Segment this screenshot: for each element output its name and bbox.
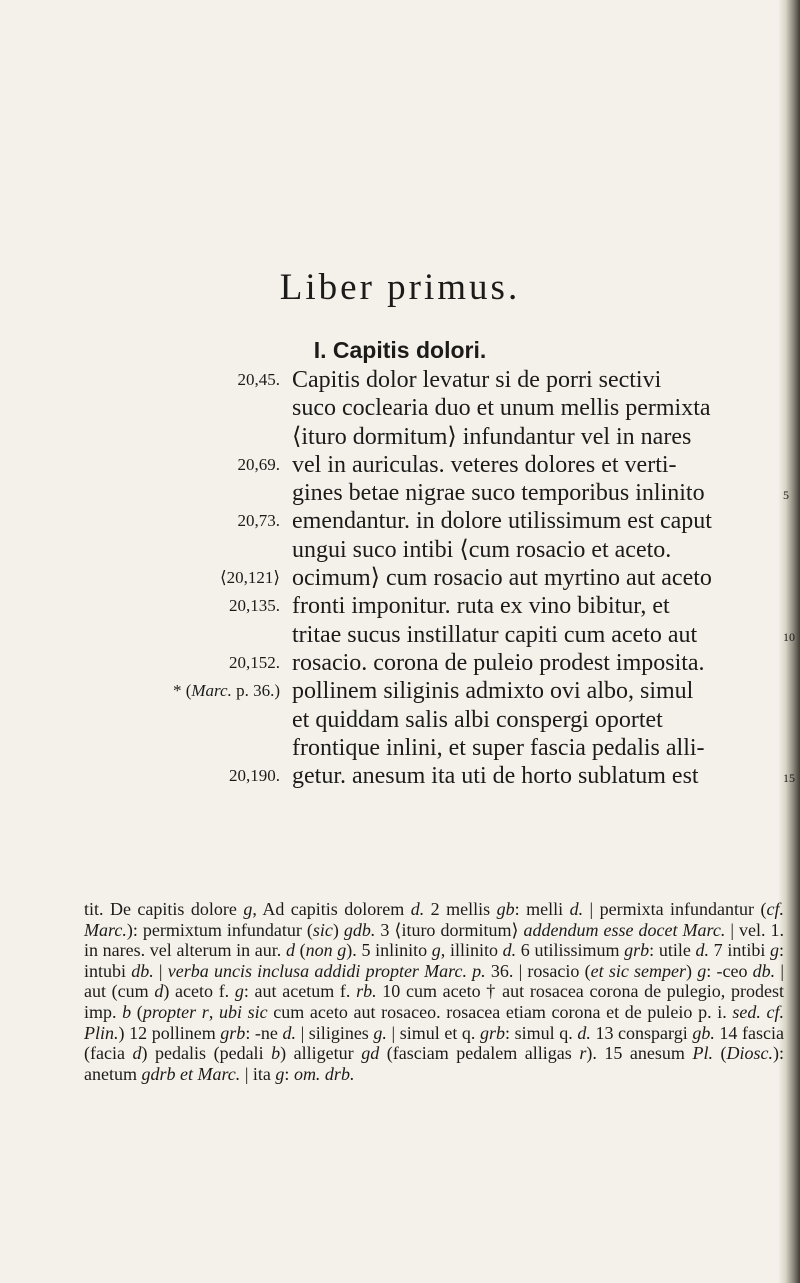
line-text: vel in auriculas. veteres dolores et verti- [292, 451, 677, 478]
apparatus-segment: ): anetum [84, 1043, 784, 1084]
apparatus-segment: grb [220, 1022, 246, 1043]
apparatus-segment: ( [294, 940, 306, 961]
apparatus-segment: gdb. [343, 919, 376, 940]
line-text: et quiddam salis albi conspergi oportet [292, 706, 663, 733]
apparatus-segment: | ita [240, 1063, 276, 1084]
apparatus-segment: grb [480, 1022, 506, 1043]
apparatus-segment: , illinito [440, 940, 503, 961]
text-line [0, 762, 800, 790]
line-text: emendantur. in dolore utilissimum est caput [292, 508, 712, 535]
apparatus-segment: d. [282, 1022, 296, 1043]
text-line [0, 649, 800, 677]
apparatus-segment: g [275, 1063, 285, 1084]
apparatus-segment: b [122, 1001, 132, 1022]
apparatus-segment: ) 12 pollinem [118, 1022, 221, 1043]
apparatus-segment: ). 5 inlinito [346, 940, 432, 961]
text-line [0, 536, 800, 564]
line-text: suco coclearia duo et unum mellis permixta [292, 395, 711, 422]
line-text: rosacio. corona de puleio prodest imposita. [292, 649, 705, 676]
apparatus-segment: db. [752, 960, 776, 981]
apparatus-segment: | [153, 960, 168, 981]
apparatus-segment: ). 15 anesum [586, 1043, 693, 1064]
line-number: 5 [783, 488, 789, 503]
line-text: getur. anesum ita uti de horto sublatum est [292, 763, 699, 790]
text-line [0, 366, 800, 394]
apparatus-segment: d [285, 940, 295, 961]
apparatus-segment: d [132, 1043, 142, 1064]
text-line [0, 706, 800, 734]
apparatus-segment: g [697, 960, 707, 981]
apparatus-segment: sed. cf. Plin. [84, 1001, 785, 1043]
apparatus-segment: : aut acetum f. [243, 981, 357, 1002]
text-line [0, 734, 800, 762]
text-line [0, 592, 800, 620]
apparatus-segment: d [154, 981, 164, 1002]
line-text: tritae sucus instillatur capiti cum aceto aut [292, 621, 698, 648]
text-line [0, 564, 800, 592]
apparatus-segment: | simul et q. [386, 1022, 481, 1043]
apparatus-segment: | vel. 1. in nares. vel alterum in aur. [84, 919, 784, 961]
apparatus-segment: 13 conspargi [590, 1022, 693, 1043]
apparatus-segment: cum aceto aut rosaceo. rosacea etiam corona et de puleio p. i. [267, 1001, 733, 1022]
line-number: 10 [783, 629, 795, 644]
apparatus-segment: ) [332, 919, 344, 940]
apparatus-segment: d. [569, 899, 584, 919]
apparatus-segment: gdrb et Marc. [141, 1063, 241, 1084]
apparatus-segment: om. drb. [293, 1063, 355, 1084]
chapter-heading: I. Capitis dolori. [313, 337, 487, 363]
apparatus-segment: 14 fascia (facia [84, 1022, 784, 1064]
apparatus-segment: Diosc. [726, 1043, 773, 1064]
apparatus-segment: : melli [514, 899, 570, 919]
source-reference: 20,190. [229, 766, 280, 786]
apparatus-segment: 7 intibi [708, 940, 770, 961]
apparatus-segment: : [284, 1063, 294, 1084]
text-line [0, 507, 800, 535]
apparatus-segment: r [579, 1043, 587, 1064]
apparatus-segment: | permixta infundantur ( [583, 899, 767, 919]
apparatus-segment: g [431, 940, 441, 961]
book-title: Liber primus. [279, 267, 521, 308]
apparatus-segment: : intubi [84, 940, 784, 981]
apparatus-segment: verba uncis inclusa addidi propter Marc. p. [167, 960, 486, 981]
source-reference: 20,45. [237, 370, 280, 389]
source-reference: * (Marc. p. 36.) [172, 681, 280, 701]
apparatus-segment: non g [305, 940, 347, 961]
apparatus-segment: | siligines [296, 1022, 374, 1043]
apparatus-segment: g [243, 899, 253, 919]
apparatus-segment: 10 cum aceto † aut rosacea corona de pulegio, prodest imp. [84, 981, 784, 1022]
line-text: pollinem siliginis admixto ovi albo, simul [292, 678, 694, 705]
text-line [0, 451, 800, 479]
apparatus-segment: gb. [692, 1022, 715, 1043]
apparatus-segment: : simul q. [505, 1022, 578, 1043]
apparatus-segment: (fasciam pedalem alligas [379, 1043, 580, 1064]
apparatus-segment: rb. [356, 981, 377, 1002]
text-line [0, 423, 800, 451]
line-number: 15 [783, 771, 795, 786]
critical-apparatus [84, 899, 784, 1084]
apparatus-segment: d. [695, 940, 709, 961]
text-line [0, 479, 800, 507]
main-text [0, 366, 800, 790]
apparatus-segment: d. [410, 899, 425, 919]
apparatus-segment: , [208, 1001, 219, 1022]
line-text: frontique inlini, et super fascia pedalis alli- [292, 734, 705, 761]
apparatus-segment: ubi sic [218, 1001, 268, 1022]
apparatus-segment: d. [577, 1022, 591, 1043]
apparatus-segment: d. [502, 940, 517, 961]
line-text: fronti imponitur. ruta ex vino bibitur, et [292, 593, 670, 620]
source-reference: 20,152. [229, 652, 280, 672]
apparatus-segment: 36. | rosacio ( [485, 960, 591, 981]
apparatus-segment: gd [361, 1043, 380, 1064]
apparatus-segment: : utile [649, 940, 696, 961]
apparatus-segment: gb [496, 899, 515, 919]
apparatus-segment: ): permixtum infundatur ( [126, 919, 313, 940]
line-text: ungui suco intibi ⟨cum rosacio et aceto. [292, 536, 672, 563]
apparatus-segment: , Ad capitis dolorem [252, 899, 411, 919]
text-line [0, 677, 800, 705]
apparatus-segment: ) aceto f. [163, 981, 235, 1002]
apparatus-segment: 2 mellis [424, 899, 497, 919]
apparatus-segment: g. [373, 1022, 387, 1043]
apparatus-segment: : -ne [245, 1022, 283, 1043]
apparatus-segment: 6 utilissimum [516, 940, 625, 961]
apparatus-segment: Pl. [692, 1043, 713, 1064]
apparatus-segment: g [234, 981, 244, 1002]
source-reference: ⟨20,121⟩ [219, 568, 280, 588]
source-reference: 20,135. [229, 596, 280, 616]
apparatus-segment: propter r [142, 1001, 209, 1022]
apparatus-segment: 3 ⟨ituro dormitum⟩ [375, 919, 524, 940]
source-reference: 20,73. [237, 511, 280, 531]
apparatus-segment: ) alligetur [280, 1043, 362, 1064]
apparatus-segment: ( [131, 1001, 143, 1022]
apparatus-segment: grb [624, 940, 650, 961]
apparatus-segment: addendum esse docet Marc. [523, 919, 726, 940]
apparatus-segment: ( [712, 1043, 727, 1064]
apparatus-segment: b [271, 1043, 281, 1064]
line-text: Capitis dolor levatur si de porri sectivi [292, 367, 662, 393]
apparatus-segment: sic [312, 919, 333, 940]
text-line [0, 621, 800, 649]
line-text: gines betae nigrae suco temporibus inlinito [292, 480, 705, 507]
apparatus-segment: tit. De capitis dolore [84, 899, 244, 919]
line-text: ⟨ituro dormitum⟩ infundantur vel in nares [292, 423, 692, 450]
apparatus-text [84, 899, 784, 1084]
text-line [0, 394, 800, 422]
line-text: ocimum⟩ cum rosacio aut myrtino aut aceto [292, 565, 712, 592]
apparatus-segment: | aut (cum [84, 960, 784, 1002]
apparatus-segment: cf. Marc. [84, 899, 784, 940]
apparatus-segment: g [769, 940, 779, 961]
apparatus-segment: : -ceo [706, 960, 753, 981]
source-reference: 20,69. [237, 454, 280, 474]
apparatus-segment: ) pedalis (pedali [141, 1043, 272, 1064]
apparatus-segment: ) [686, 960, 698, 981]
apparatus-segment: db. [131, 960, 154, 981]
apparatus-segment: et sic semper [590, 960, 687, 981]
